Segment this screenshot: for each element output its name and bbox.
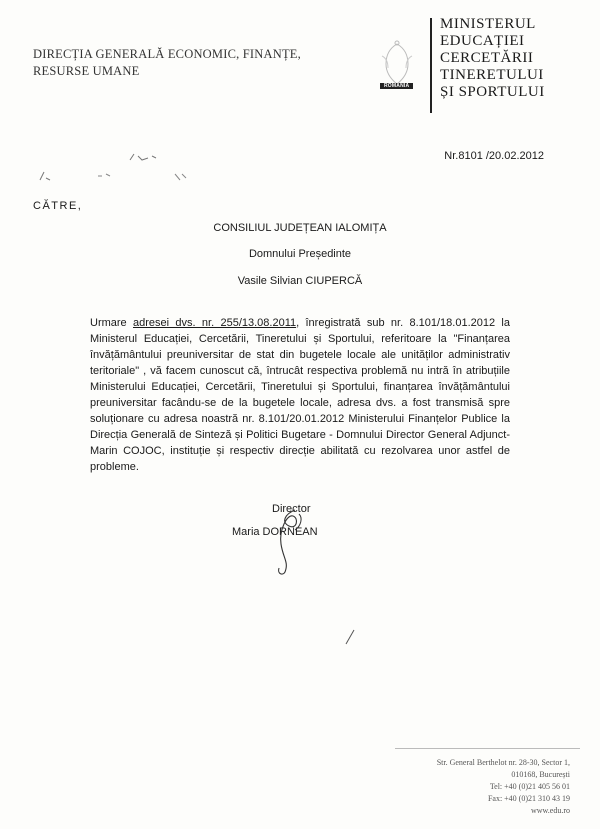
body-intro: Urmare [90, 317, 133, 329]
signatory-name: Maria DORNEAN [232, 526, 318, 538]
body-rest: , înregistrată sub nr. 8.101/18.01.2012 la Ministerul Educației, Cercetării, Tineretului și Sportului, referitoare la "Finanțarea învățământului preuniversitar de stat din bugetele locale ale unităților administrativ teritoriale" , vă facem cunoscut că, întrucât respectiva problemă nu intră în atribuțiile Ministerului Educației, Cercetării, Tineretului și Sportului, finanțarea învățământului preuniversitar facându-se de la bugetele locale, adresa dvs. a fost transmisă spre soluționare cu adresa noastră nr. 8.101/20.01.2012 Ministerului Finanțelor Publice la Direcția Generală de Sinteză și Politici Bugetare - Domnului Director General Adjunct- Marin COJOC, instituție și respectiv direcție abilitată cu rezolvarea unor astfel de probleme. [90, 317, 510, 473]
stray-mark [340, 628, 360, 648]
footer-divider [395, 748, 580, 749]
letter-body [90, 315, 510, 475]
ministry-line: TINERETULUI [440, 67, 544, 83]
department-header [33, 46, 333, 80]
signatory-title: Director [272, 503, 311, 515]
ministry-divider [430, 18, 432, 113]
ministry-line: CERCETĂRII [440, 50, 534, 66]
registration-number: Nr.8101 /20.02.2012 [444, 150, 544, 162]
ministry-line: ȘI SPORTULUI [440, 84, 545, 100]
ministry-line: EDUCAȚIEI [440, 33, 525, 49]
to-label: CĂTRE, [33, 200, 83, 212]
recipient-title: Domnului Președinte [248, 248, 352, 260]
recipient-institution: CONSILIUL JUDEȚEAN IALOMIȚA [213, 222, 387, 234]
referenced-address: adresei dvs. nr. 255/13.08.2011 [133, 317, 297, 329]
ministry-header [440, 16, 590, 101]
recipient-name: Vasile Silvian CIUPERCĂ [237, 275, 363, 287]
department-line: DIRECȚIA GENERALĂ ECONOMIC, FINANȚE, [33, 47, 301, 61]
handwritten-signature [255, 500, 315, 580]
ministry-line: MINISTERUL [440, 16, 536, 32]
department-line: RESURSE UMANE [33, 64, 140, 78]
footer-line: 010168, București [511, 770, 570, 779]
footer-line: Fax: +40 (0)21 310 43 19 [487, 794, 570, 803]
coat-of-arms-icon [372, 38, 422, 98]
footer-line: Tel: +40 (0)21 405 56 01 [489, 782, 570, 791]
footer-address [405, 757, 570, 817]
footer-line: Str. General Berthelot nr. 28-30, Sector 1, [436, 758, 570, 767]
handwritten-note [30, 150, 230, 200]
footer-website: www.edu.ro [530, 806, 570, 815]
emblem-label: ROMANIA [380, 83, 413, 89]
